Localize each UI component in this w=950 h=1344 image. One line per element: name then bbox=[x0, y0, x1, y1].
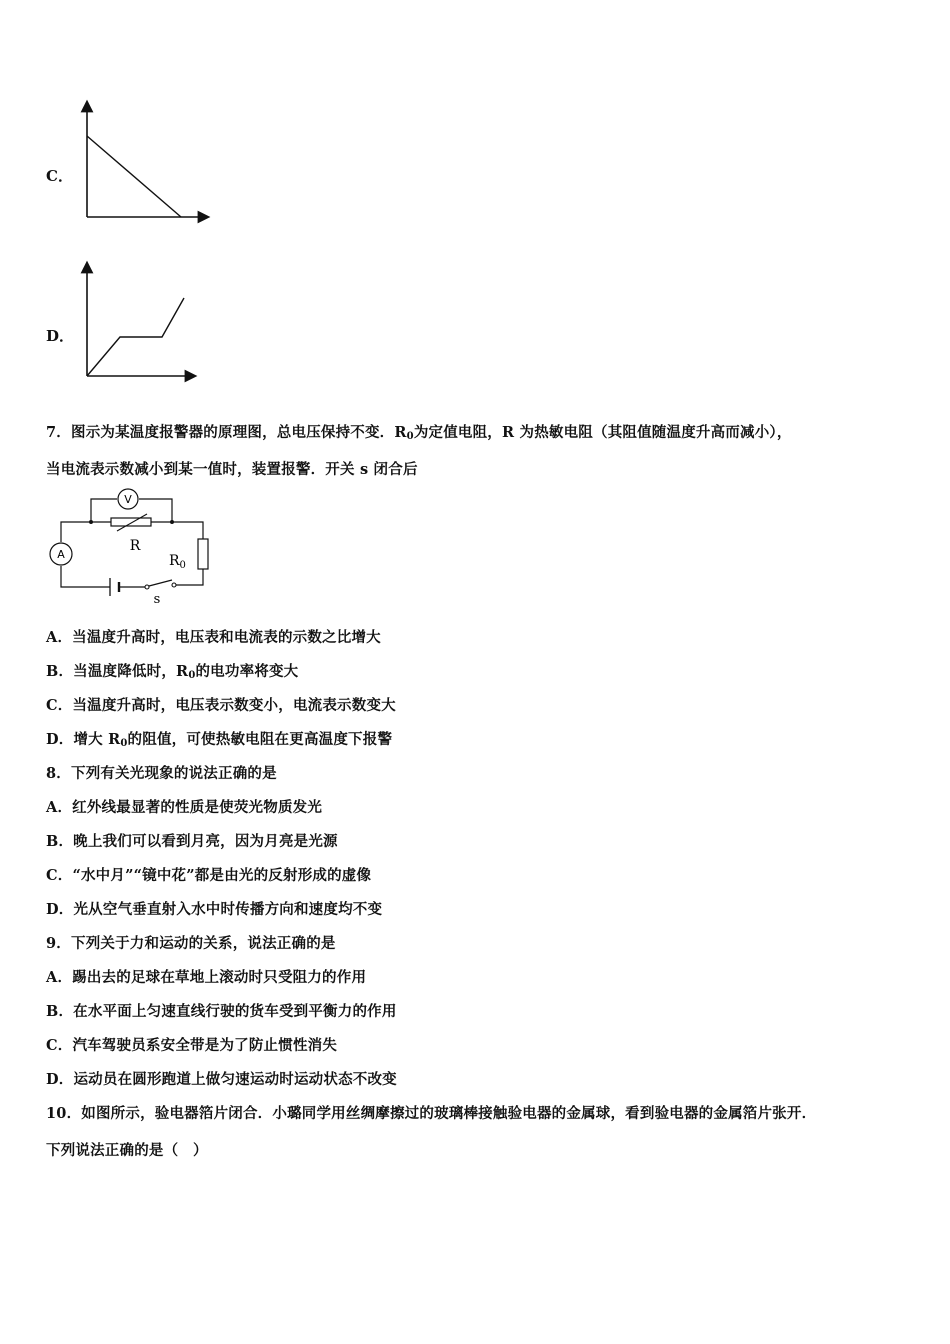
q9-option-b: B．在水平面上匀速直线行驶的货车受到平衡力的作用 bbox=[46, 1003, 397, 1020]
q9-option-c: C．汽车驾驶员系安全带是为了防止惯性消失 bbox=[46, 1037, 338, 1054]
graph-line bbox=[87, 136, 181, 217]
option-c-label: C． bbox=[46, 167, 73, 185]
option-d-graph bbox=[80, 262, 210, 382]
q7-option-c: C．当温度升高时，电压表示数变小，电流表示数变大 bbox=[46, 697, 396, 714]
graph-line bbox=[87, 298, 184, 376]
q9-stem: 9．下列关于力和运动的关系，说法正确的是 bbox=[46, 935, 336, 952]
r0-symbol bbox=[198, 539, 208, 569]
thermistor-label: R bbox=[129, 538, 141, 554]
option-d-label: D． bbox=[46, 327, 75, 345]
q7-option-d: D．增大 $R_0$的阻值，可使热敏电阻在更高温度下报警 bbox=[46, 731, 393, 749]
q8-option-b: B．晚上我们可以看到月亮，因为月亮是光源 bbox=[46, 833, 338, 850]
q7-option-a: A．当温度升高时，电压表和电流表的示数之比增大 bbox=[46, 629, 381, 646]
q8-stem: 8．下列有关光现象的说法正确的是 bbox=[46, 765, 277, 782]
voltmeter-label: V bbox=[124, 493, 132, 506]
q9-option-a: A．踢出去的足球在草地上滚动时只受阻力的作用 bbox=[46, 969, 367, 986]
q7-option-b: B．当温度降低时，$R_0$的电功率将变大 bbox=[46, 663, 299, 681]
thermistor-symbol bbox=[111, 518, 151, 526]
q10-stem-line1: 10．如图所示，验电器箔片闭合．小璐同学用丝绸摩擦过的玻璃棒接触验电器的金属球，看到验电器的金属箔片张开． bbox=[46, 1105, 817, 1122]
q7-stem-line2: 当电流表示数减小到某一值时，装置报警．开关 s 闭合后 bbox=[46, 461, 418, 478]
q8-option-d: D．光从空气垂直射入水中时传播方向和速度均不变 bbox=[46, 901, 383, 918]
ammeter-label: A bbox=[57, 548, 65, 561]
option-c-graph bbox=[80, 100, 210, 225]
q8-option-a: A．红外线最显著的性质是使荧光物质发光 bbox=[46, 799, 323, 816]
q7-circuit-diagram bbox=[45, 487, 225, 607]
q8-option-c: C．“水中月”“镜中花”都是由光的反射形成的虚像 bbox=[46, 867, 372, 884]
switch-label: s bbox=[153, 592, 161, 607]
q9-option-d: D．运动员在圆形跑道上做匀速运动时运动状态不改变 bbox=[46, 1071, 397, 1088]
switch-symbol bbox=[149, 580, 172, 586]
q7-stem-line1: 7．图示为某温度报警器的原理图，总电压保持不变．$R_0$为定值电阻，R 为热敏电阻（其阻值随温度升高而减小）， bbox=[46, 424, 792, 442]
r0-label: $R_0$ bbox=[169, 553, 186, 571]
q10-stem-line2: 下列说法正确的是（ ） bbox=[46, 1142, 208, 1159]
